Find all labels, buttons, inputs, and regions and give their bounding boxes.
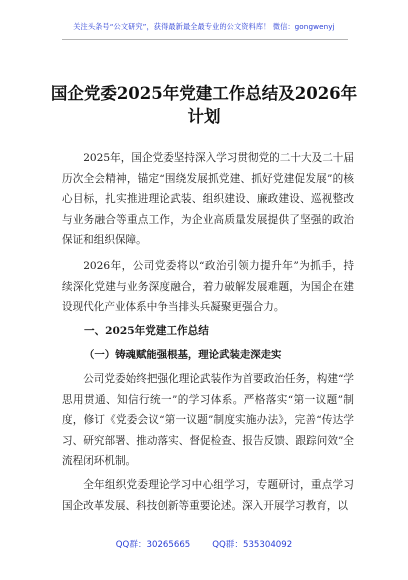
header-divider — [62, 39, 348, 40]
paragraph-theory: 公司党委始终把强化理论武装作为首要政治任务，构建“学思用贯通、知信行统一”的学习体系。严格落实“第一议题”制度，修订《党委会议“第一议题”制度实施办法》，完善“传达学习、研究部署、推动落实、督促检查、报告反馈、跟踪问效”全流程闭环机制。 — [62, 373, 354, 467]
paragraph-study: 全年组织党委理论学习中心组学习，专题研讨，重点学习国企改革发展、科技创新等重要论述。深入开展学习教育，以 — [62, 479, 354, 512]
section-heading-1-1: （一）铸魂赋能强根基，理论武装走深走实 — [84, 349, 282, 361]
paragraph-plan-2026: 2026年，公司党委将以“政治引领力提升年”为抓手，持续深化党建与业务深度融合，着力破解发展难题，为国企在建设现代化产业体系中争当排头兵凝聚更强合力。 — [62, 260, 354, 313]
paragraph-intro-2025: 2025年，国企党委坚持深入学习贯彻党的二十大及二十届历次全会精神，锚定“围绕发展抓党建、抓好党建促发展”的核心目标，扎实推进理论武装、组织建设、廉政建设、巡视整改与业务融合等重点工作，为企业高质量发展提供了坚强的政治保证和组织保障。 — [62, 152, 354, 246]
footer-qq-group-1: QQ群：30265665 — [115, 540, 191, 550]
footer-qq-group-2: QQ群：535304092 — [212, 540, 293, 550]
section-heading-1: 一、2025年党建工作总结 — [84, 325, 209, 337]
document-title: 国企党委2025年党建工作总结及2026年计划 — [50, 84, 358, 126]
header-promo-note: 关注头条号“公文研究”，获得最新最全最专业的公文资料库！ 微信：gongwenyj — [73, 22, 335, 31]
footer-qq-groups — [0, 538, 408, 550]
